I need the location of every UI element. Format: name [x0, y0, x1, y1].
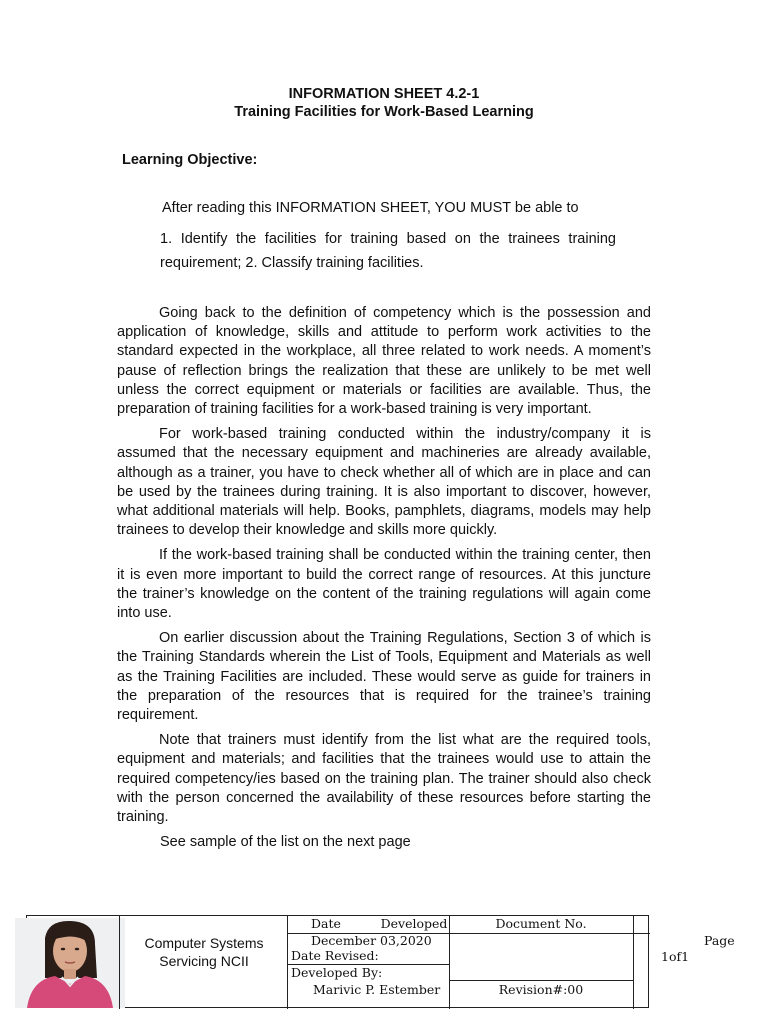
date-developed-label: Date Developed: [311, 916, 448, 931]
author-photo: [15, 918, 125, 1008]
sheet-title: INFORMATION SHEET 4.2-1: [288, 86, 480, 102]
developed-by-value: Marivic P. Estember: [313, 982, 441, 997]
objective-heading: Learning Objective:: [122, 152, 258, 168]
page-label: Page: [704, 933, 735, 948]
body-text: [117, 304, 651, 858]
sheet-subtitle: Training Facilities for Work-Based Learning: [234, 104, 534, 120]
document-footer: [26, 915, 735, 1008]
paragraph: If the work-based training shall be conducted within the training center, then it is even more important to build the correct range of resources. At this juncture the trainer’s knowledge on the content of the training regulations will again come into use.: [117, 547, 651, 622]
document-no-label: Document No.: [495, 916, 587, 931]
date-revised-label: Date Revised:: [291, 948, 379, 963]
page-number: 1of1: [661, 949, 690, 964]
paragraph: On earlier discussion about the Training Regulations, Section 3 of which is the Training Standards wherein the List of Tools, Equipment and Materials as well as the Training Facilities are included. These would serve as guide for trainers in the preparation of the resources that is required for the trainee’s training requirement.: [117, 630, 651, 724]
paragraph: Going back to the definition of competency which is the possession and application of knowledge, skills and attitude to perform work activities to the standard expected in the workplace, all three related to work needs. A moment’s pause of reflection brings the realization that these are unlikely to be met well unless the correct equipment or materials or facilities are available. Thus, the preparation of training facilities for a work-based training is very important.: [117, 305, 651, 418]
paragraph-note: See sample of the list on the next page: [160, 834, 411, 851]
paragraph: Note that trainers must identify from the list what are the required tools, equipment and materials; and facilities that the trainees would use to attain the required competency/ies based on the training plan. The trainer should also check with the person concerned the availability of these resources before starting the training.: [117, 732, 651, 826]
course-name: Computer Systems Servicing NCII: [144, 935, 264, 969]
date-developed-value: December 03,2020: [311, 933, 432, 948]
revision-label: Revision#:00: [498, 982, 584, 997]
objective-items: 1. Identify the facilities for training based on the trainees training requirement; 2. Classify training facilities.: [160, 231, 616, 271]
paragraph: For work-based training conducted within the industry/company it is assumed that the necessary equipment and machineries are already available, although as a trainer, you have to check whether all of which are in place and can be used by the trainees during training. It is also important to discover, however, what additional materials will help. Books, pamphlets, diagrams, models may help trainees to develop their knowledge and skills more quickly.: [117, 426, 651, 539]
developed-by-label: Developed By:: [291, 965, 383, 980]
objective-intro: After reading this INFORMATION SHEET, YOU MUST be able to: [162, 200, 579, 216]
